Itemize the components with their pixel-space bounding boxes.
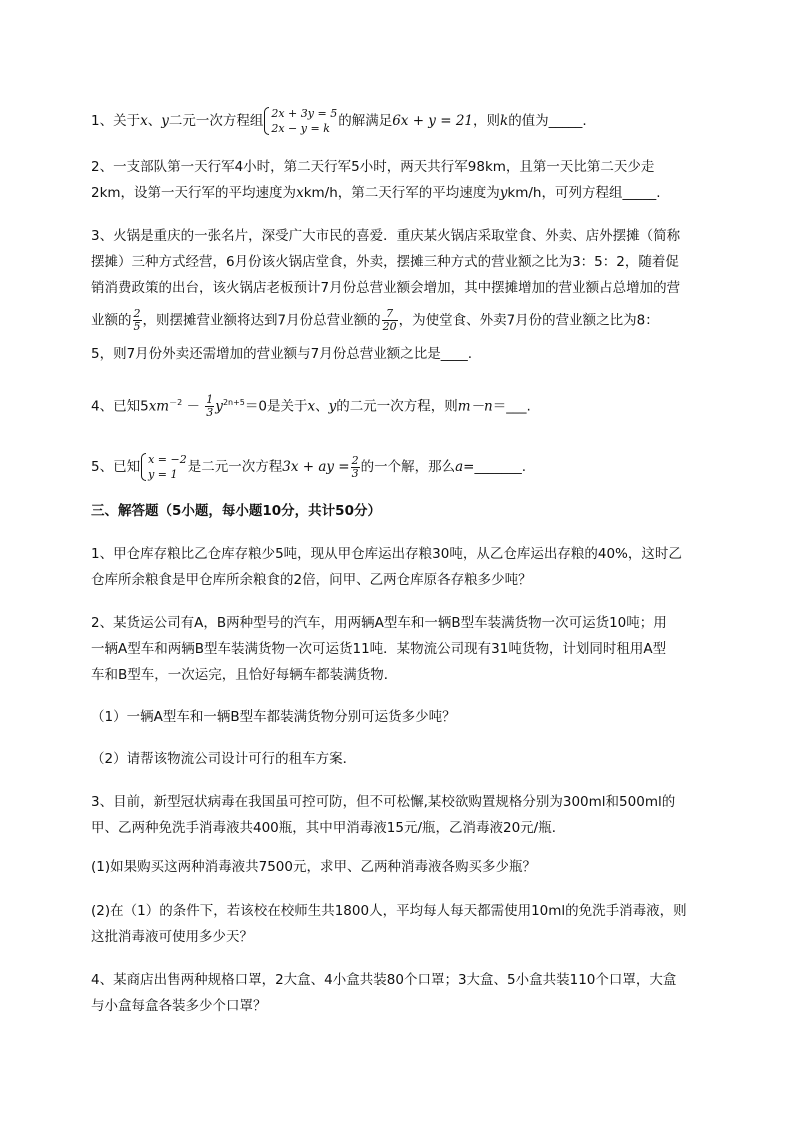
question-1 [91, 106, 587, 136]
q5-mid: 是二元一次方程 [187, 459, 283, 475]
q1-eq2: 2x − y = k [271, 122, 330, 135]
q4-fraction-1-3 [205, 394, 214, 419]
q2-line2-b: km/h，第二天行军的平均速度为 [303, 185, 500, 201]
q4-minus: － [182, 398, 205, 415]
question-5 [91, 452, 526, 482]
problem-2-sub-1: （1）一辆A型车和一辆B型车都装满货物分别可运货多少吨？ [91, 709, 456, 725]
q5-solution-system [141, 452, 187, 482]
problem-4-line-1: 4、某商店出售两种规格口罩，2大盒、4小盒共装80个口罩；3大盒、5小盒共装110个口罩，大盒 [91, 972, 677, 988]
q1-after-sys: 的解满足 [338, 113, 393, 129]
q2-var-x: x [296, 185, 304, 201]
q4-m-minus-n: m－n [457, 398, 493, 415]
q4-exp2: 2n+5 [222, 398, 245, 407]
q4-end: ＝___. [492, 398, 531, 415]
q3-line4-b: ，则摆摊营业额将达到7月份总营业额的 [142, 312, 381, 329]
question-2-line-1: 2、一支部队第一天行军4小时，第二天行军5小时，两天共行军98km，且第一天比第二天少走 [91, 159, 655, 175]
section-3-heading: 三、解答题（5小题，每小题10分，共计50分） [91, 503, 381, 519]
q4-mid: 的二元一次方程，则 [336, 398, 458, 415]
problem-3-sub-1: (1)如果购买这两种消毒液共7500元，求甲、乙两种消毒液各购买多少瓶？ [91, 859, 536, 875]
q1-prefix: 1、关于 [91, 113, 141, 129]
question-4 [91, 394, 531, 419]
q3-frac1-den: 5 [133, 320, 141, 333]
q4-var-x: x [307, 398, 316, 415]
q5-var-a: a [455, 459, 464, 475]
q5-prefix: 5、已知 [91, 459, 141, 475]
question-3-line-4 [91, 308, 659, 333]
q5-fraction-2-3 [351, 455, 360, 480]
problem-2-sub-2: （2）请帮该物流公司设计可行的租车方案． [91, 751, 357, 767]
q1-var-x: x [140, 113, 148, 129]
q1-equation-system [264, 106, 337, 136]
q5-frac-den: 3 [351, 466, 359, 480]
q1-var-y: y [161, 113, 169, 129]
problem-3-line-1: 3、目前，新型冠状病毒在我国虽可控可防，但不可松懈,某校欲购置规格分别为300ml和500ml的 [91, 794, 676, 810]
q4-prefix: 4、已知5 [91, 398, 149, 415]
q3-fraction-7-20 [382, 308, 398, 333]
q2-var-y: y [499, 185, 508, 201]
q1-then: ，则 [473, 113, 500, 129]
q1-sep: 、 [147, 113, 162, 129]
q1-eq1: 2x + 3y = 5 [271, 107, 338, 120]
problem-1-line-1: 1、甲仓库存粮比乙仓库存粮少5吨，现从甲仓库运出存粮30吨，从乙仓库运出存粮的40%，这时乙 [91, 546, 682, 562]
q4-expr2: y [215, 398, 223, 415]
problem-4-line-2: 与小盒每盒各装多少个口罩？ [91, 998, 267, 1014]
problem-2-line-1: 2、某货运公司有A，B两种型号的汽车，用两辆A型车和一辆B型车装满货物一次可运货10吨；用 [91, 615, 667, 631]
problem-2-line-3: 车和B型车，一次运完，且恰好每辆车都装满货物． [91, 667, 398, 683]
q1-end: 的值为_____. [508, 113, 587, 129]
problem-1-line-2: 仓库所余粮食是甲仓库所余粮食的2倍，问甲、乙两仓库原各存粮多少吨？ [91, 572, 532, 588]
q3-frac1-num: 2 [133, 307, 141, 320]
q4-exp1: －2 [169, 398, 183, 407]
problem-3-sub-2-line-1: (2)在（1）的条件下，若该校在校师生共1800人，平均每人每天都需使用10ml的免洗手消毒液，则 [91, 903, 687, 919]
q5-eq1: x = −2 [148, 453, 187, 466]
question-3-line-2: 摆摊）三种方式经营，6月份该火锅店堂食，外卖，摆摊三种方式的营业额之比为3：5：2，随着促 [91, 254, 679, 270]
problem-3-line-2: 甲、乙两种免洗手消毒液共400瓶，其中甲消毒液15元/瓶，乙消毒液20元/瓶． [91, 820, 566, 836]
q5-end: =_______. [463, 459, 527, 475]
q4-frac-num: 1 [206, 393, 214, 406]
q4-frac-den: 3 [206, 406, 214, 419]
q4-sep: 、 [315, 398, 329, 415]
problem-2-line-2: 一辆A型车和两辆B型车装满货物一次可运货11吨．某物流公司现有31吨货物，计划同时租用A型 [91, 641, 667, 657]
problem-3-sub-2-line-2: 这批消毒液可使用多少天？ [91, 929, 253, 945]
q4-eq: ＝0是关于 [244, 398, 308, 415]
q3-frac2-num: 7 [382, 308, 398, 321]
question-3-line-3: 销消费政策的出台，该火锅店老板预计7月份总营业额会增加，其中摆摊增加的营业额占总增加的营 [91, 280, 681, 296]
q1-var-k: k [500, 113, 509, 129]
q1-mid: 二元一次方程组 [168, 113, 264, 129]
q1-condition: 6x + y = 21 [392, 113, 473, 129]
q5-eq2: y = 1 [148, 468, 178, 481]
q5-frac-num: 2 [351, 453, 359, 467]
question-3-line-5: 5，则7月份外卖还需增加的营业额与7月份总营业额之比是____. [91, 346, 473, 362]
q5-eq-left: 3x + ay = [282, 459, 350, 475]
q3-frac2-den: 20 [382, 320, 397, 333]
q3-line4-a: 业额的 [91, 312, 132, 329]
question-3-line-1: 3、火锅是重庆的一张名片，深受广大市民的喜爱．重庆某火锅店采取堂食、外卖、店外摆摊（简称 [91, 228, 681, 244]
q4-expr1: xm [148, 398, 170, 415]
question-2-line-2 [91, 184, 661, 202]
q2-line2-a: 2km，设第一天行军的平均速度为 [91, 185, 297, 201]
q4-var-y: y [328, 398, 337, 415]
q3-fraction-2-5 [133, 308, 142, 333]
q3-line4-c: ，为使堂食、外卖7月份的营业额之比为8： [398, 312, 659, 329]
q2-line2-c: km/h，可列方程组_____. [507, 185, 661, 201]
q5-after: 的一个解，那么 [360, 459, 456, 475]
